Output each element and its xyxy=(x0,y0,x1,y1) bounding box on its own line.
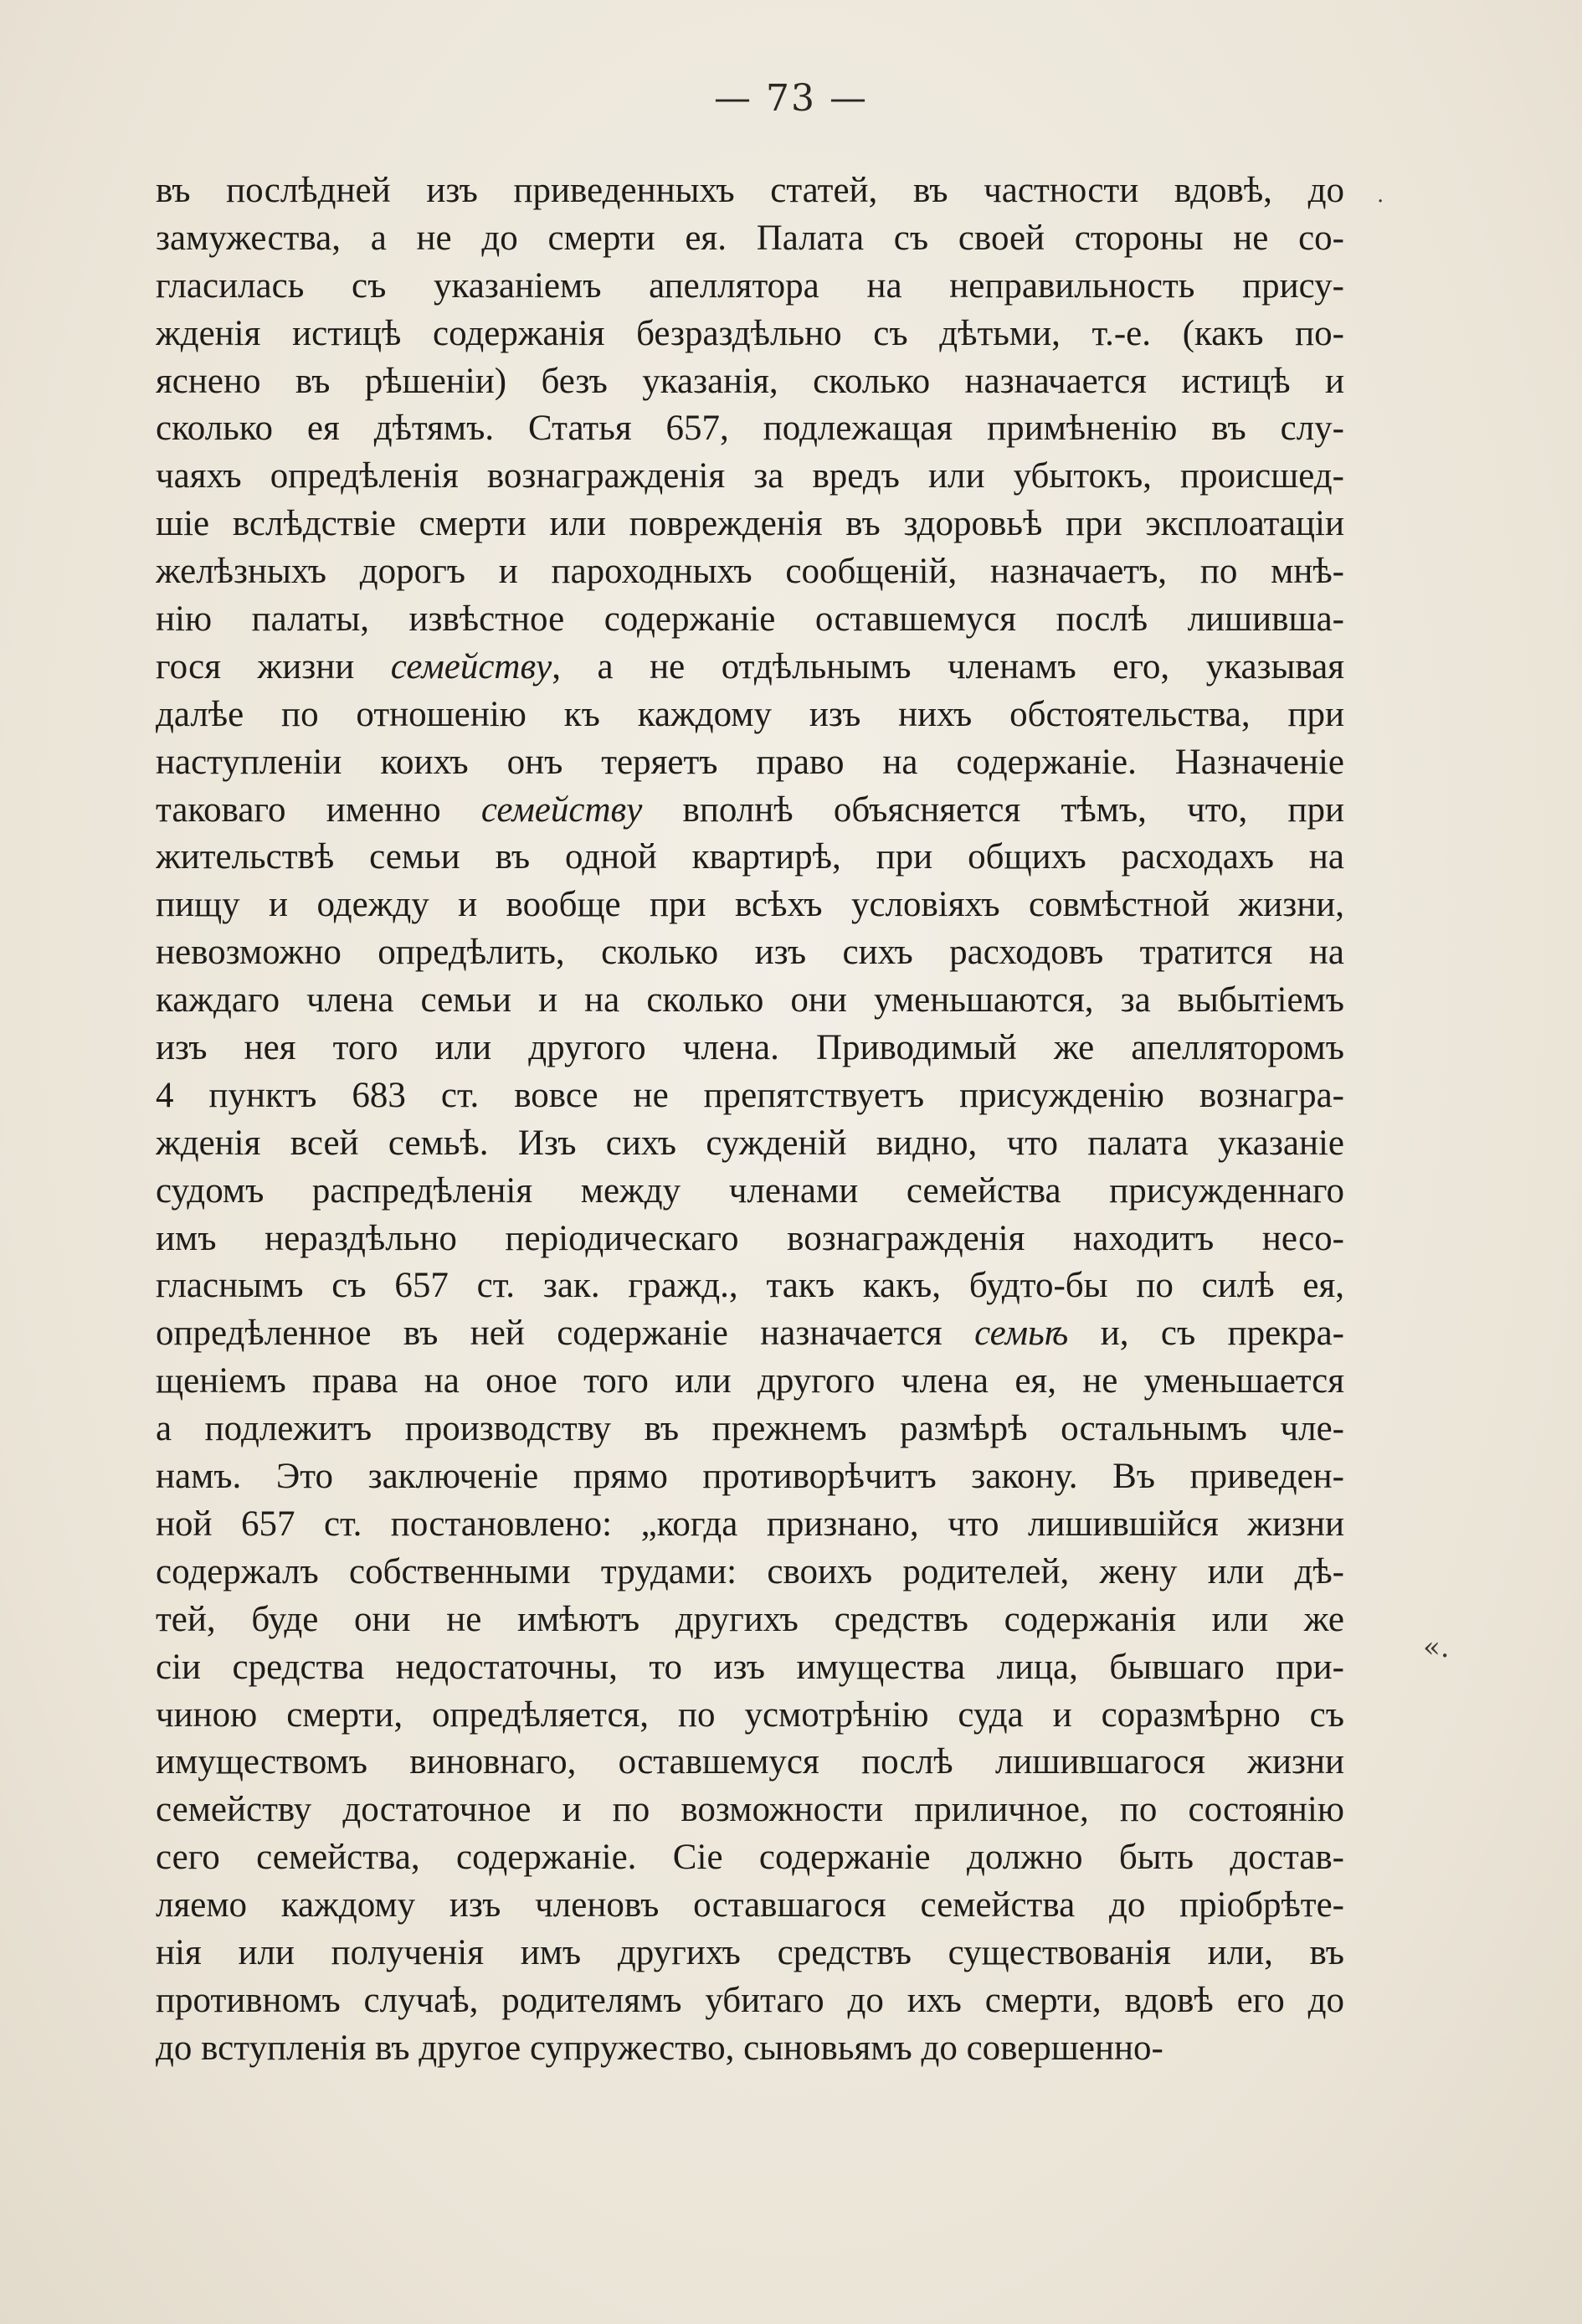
text-run: сколько ея дѣтямъ. Статья 657, подлежащая примѣненію въ слу- xyxy=(156,409,1344,449)
text-line xyxy=(156,167,1344,215)
emphasized-word: семейству xyxy=(390,646,552,686)
text-run: желѣзныхъ дорогъ и пароходныхъ сообщеній, назначаетъ, по мнѣ- xyxy=(156,552,1344,592)
text-run: сіи средства недостаточны, то изъ имущества лица, бывшаго при- xyxy=(156,1647,1344,1687)
text-line xyxy=(156,1072,1344,1120)
text-line xyxy=(156,596,1344,644)
text-line xyxy=(156,548,1344,596)
text-run: вполнѣ объясняется тѣмъ, что, при xyxy=(642,789,1344,830)
text-run: гласнымъ съ 657 ст. зак. гражд., такъ какъ, будто-бы по силѣ ея, xyxy=(156,1266,1344,1306)
text-line xyxy=(156,1787,1344,1834)
text-line xyxy=(156,405,1344,453)
text-run: каждаго члена семьи и на сколько они уменьшаются, за выбытіемъ xyxy=(156,980,1344,1021)
text-run: пищу и одежду и вообще при всѣхъ условіяхъ совмѣстной жизни, xyxy=(156,885,1344,925)
text-run: таковаго именно xyxy=(156,789,481,830)
text-run: жительствѣ семьи въ одной квартирѣ, при общихъ расходахъ на xyxy=(156,837,1344,877)
text-run: тей, буде они не имѣютъ другихъ средствъ содержанія или же xyxy=(156,1599,1344,1639)
text-run: сего семейства, содержаніе. Сіе содержаніе должно быть достав- xyxy=(156,1838,1344,1878)
text-run: наступленіи коихъ онъ теряетъ право на содержаніе. Назначеніе xyxy=(156,742,1344,782)
text-line xyxy=(156,1739,1344,1787)
text-line xyxy=(156,1834,1344,1882)
text-line xyxy=(156,882,1344,929)
text-run: имуществомъ виновнаго, оставшемуся послѣ лишившагося жизни xyxy=(156,1742,1344,1782)
text-line xyxy=(156,977,1344,1025)
emphasized-word: семейству xyxy=(480,789,643,830)
text-line xyxy=(156,1358,1344,1406)
text-line xyxy=(156,1596,1344,1644)
text-line xyxy=(156,739,1344,787)
text-line xyxy=(156,1310,1344,1358)
text-line xyxy=(156,1644,1344,1692)
text-line xyxy=(156,1977,1344,2025)
text-run: намъ. Это заключеніе прямо противорѣчитъ закону. Въ приведен- xyxy=(156,1457,1344,1497)
text-line xyxy=(156,453,1344,501)
margin-speck: «. xyxy=(1423,1631,1450,1664)
text-line xyxy=(156,1501,1344,1549)
text-line xyxy=(156,1930,1344,1977)
text-run: шіе вслѣдствіе смерти или поврежденія въ здоровьѣ при эксплоатаціи xyxy=(156,504,1344,544)
text-run: 4 пунктъ 683 ст. вовсе не препятствуетъ присужденію вознагра- xyxy=(156,1075,1344,1115)
text-line xyxy=(156,787,1344,835)
text-run: а подлежитъ производству въ прежнемъ размѣрѣ остальнымъ чле- xyxy=(156,1409,1344,1449)
text-line xyxy=(156,215,1344,263)
text-run: изъ нея того или другого члена. Приводимый же апелляторомъ xyxy=(156,1028,1344,1068)
text-line xyxy=(156,1262,1344,1310)
text-run: судомъ распредѣленія между членами семейства присужденнаго xyxy=(156,1170,1344,1211)
text-run: нію палаты, извѣстное содержаніе оставшемуся послѣ лишивша- xyxy=(156,599,1344,640)
text-run: имъ нераздѣльно періодическаго вознагражденія находитъ несо- xyxy=(156,1218,1344,1258)
text-run: замужества, а не до смерти ея. Палата съ своей стороны не со- xyxy=(156,218,1344,258)
text-line xyxy=(156,1025,1344,1072)
text-line xyxy=(156,1549,1344,1596)
text-line xyxy=(156,1120,1344,1168)
text-line xyxy=(156,834,1344,882)
text-line xyxy=(156,1406,1344,1453)
text-line xyxy=(156,692,1344,739)
emphasized-word: семьѣ xyxy=(974,1314,1069,1354)
text-run: семейству достаточное и по возможности приличное, по состоянію xyxy=(156,1790,1344,1830)
text-run: , а не отдѣльнымъ членамъ его, указывая xyxy=(552,646,1344,686)
text-line xyxy=(156,1692,1344,1740)
text-line xyxy=(156,311,1344,358)
text-run: ляемо каждому изъ членовъ оставшагося семейства до пріобрѣте- xyxy=(156,1885,1344,1926)
text-run: чаяхъ опредѣленія вознагражденія за вредъ или убытокъ, происшед- xyxy=(156,456,1344,496)
text-line xyxy=(156,1882,1344,1930)
text-run: щеніемъ права на оное того или другого члена ея, не уменьшается xyxy=(156,1361,1344,1401)
text-line xyxy=(156,1453,1344,1501)
text-run: противномъ случаѣ, родителямъ убитаго до ихъ смерти, вдовѣ его до xyxy=(156,1980,1344,2020)
text-run: жденія всей семьѣ. Изъ сихъ сужденій видно, что палата указаніе xyxy=(156,1123,1344,1163)
text-run: жденія истицѣ содержанія безраздѣльно съ дѣтьми, т.-е. (какъ по- xyxy=(156,313,1344,353)
text-line xyxy=(156,358,1344,406)
text-run: до вступленія въ другое супружество, сыновьямъ до совершенно- xyxy=(156,2028,1163,2068)
text-run: и, съ прекра- xyxy=(1068,1314,1344,1354)
text-run: яснено въ рѣшеніи) безъ указанія, сколько назначается истицѣ и xyxy=(156,361,1344,401)
text-run: содержалъ собственными трудами: своихъ родителей, жену или дѣ- xyxy=(156,1551,1344,1591)
text-run: ной 657 ст. постановлено: „когда признано, что лишившійся жизни xyxy=(156,1504,1344,1544)
text-line xyxy=(156,1216,1344,1263)
text-line xyxy=(156,1168,1344,1216)
text-run: опредѣленное въ ней содержаніе назначается xyxy=(156,1314,975,1354)
text-run: чиною смерти, опредѣляется, по усмотрѣнію суда и соразмѣрно съ xyxy=(156,1694,1344,1735)
text-run: невозможно опредѣлить, сколько изъ сихъ расходовъ тратится на xyxy=(156,933,1344,973)
text-run: гласилась съ указаніемъ апеллятора на неправильность прису- xyxy=(156,265,1344,306)
page-number: — 73 — xyxy=(714,77,868,120)
text-run: въ послѣдней изъ приведенныхъ статей, въ частности вдовѣ, до xyxy=(156,171,1344,210)
text-run: нія или полученія имъ другихъ средствъ существованія или, въ xyxy=(156,1932,1344,1972)
text-run: гося жизни xyxy=(156,646,391,686)
text-line xyxy=(156,2025,1344,2073)
text-line xyxy=(156,501,1344,548)
body-text xyxy=(156,167,1344,2073)
text-line xyxy=(156,929,1344,977)
text-line xyxy=(156,263,1344,311)
text-run: далѣе по отношенію къ каждому изъ нихъ обстоятельства, при xyxy=(156,694,1344,734)
margin-speck: . xyxy=(1377,183,1384,208)
text-line xyxy=(156,644,1344,692)
